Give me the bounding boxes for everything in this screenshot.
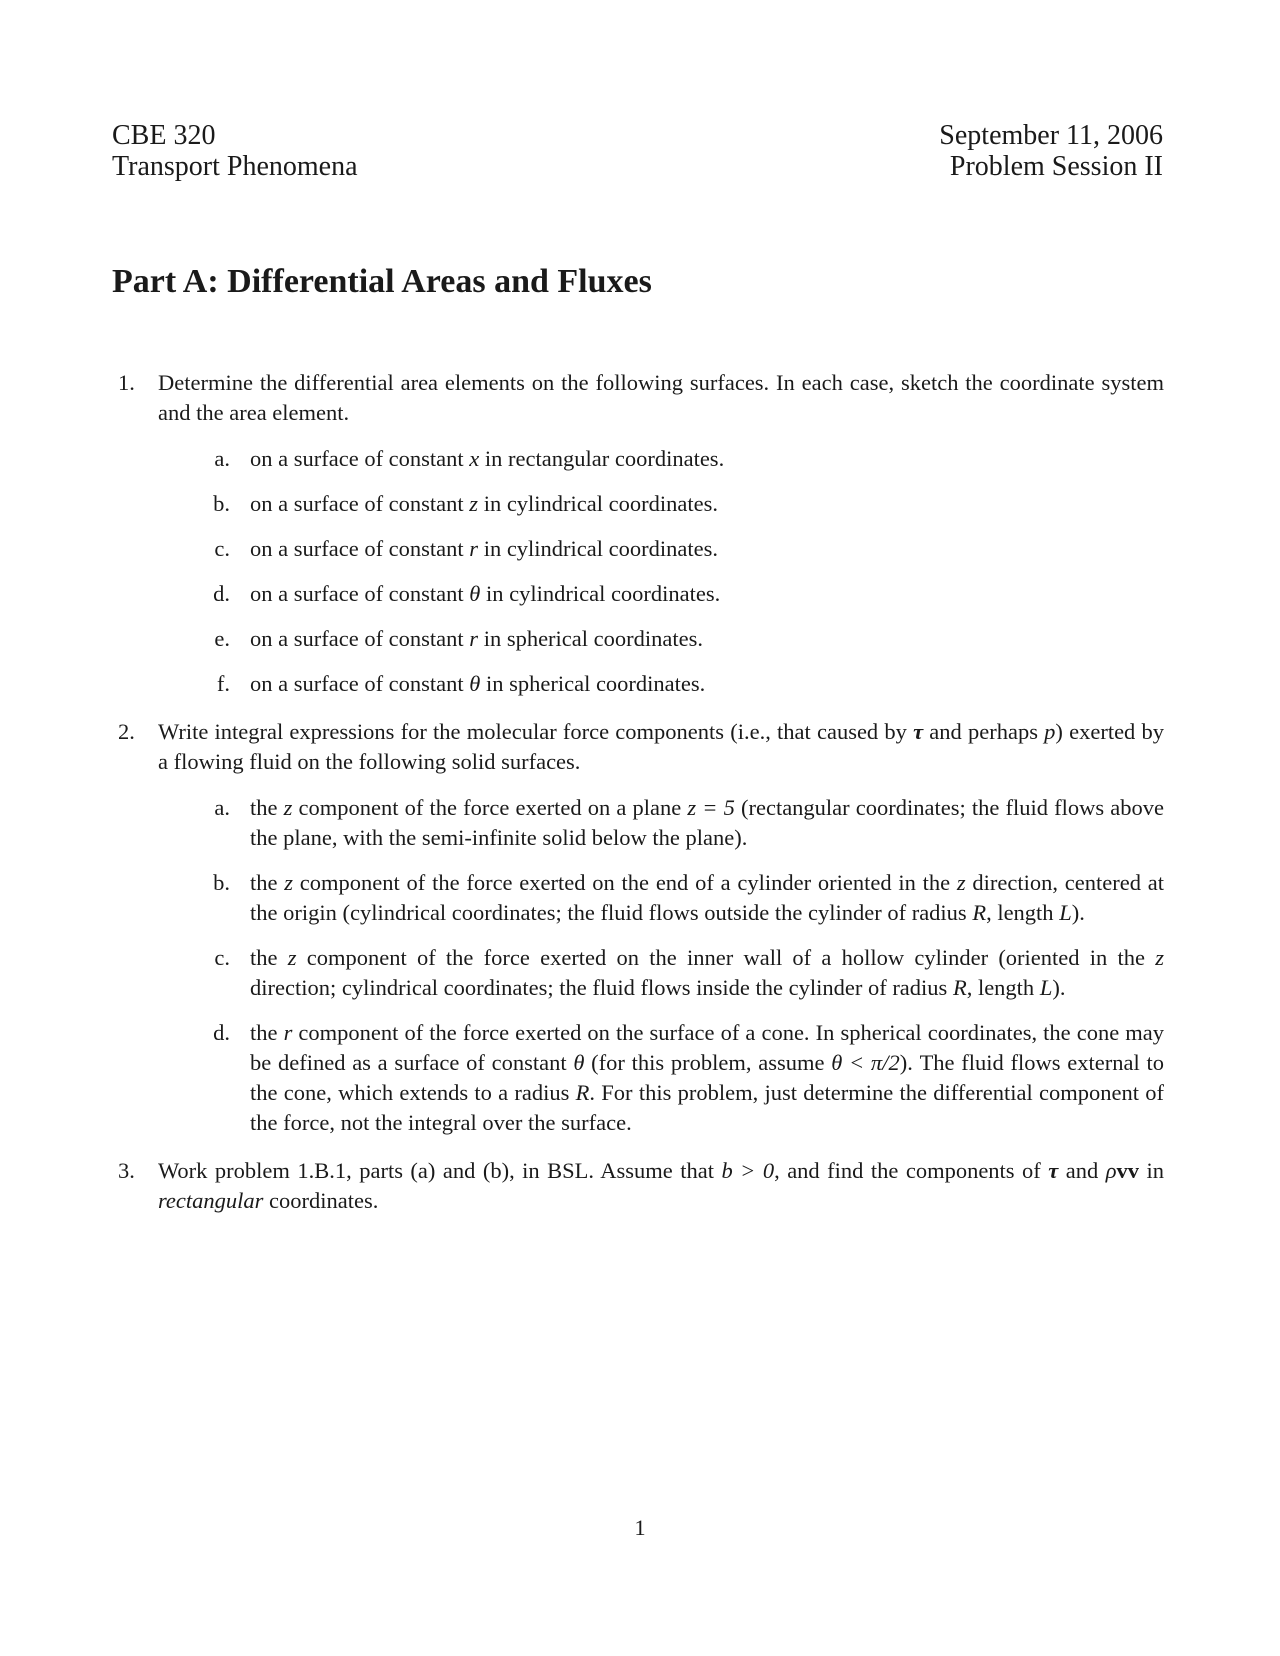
math-symbol: z — [284, 870, 294, 895]
text-run: Write integral expressions for the molecular force components (i.e., that caused by — [158, 719, 914, 744]
sub-text: in rectangular coordinates. — [479, 446, 725, 471]
page-number: 1 — [634, 1515, 646, 1540]
sub-question-1e — [158, 624, 1164, 654]
text-run: (rectangular coordinates; the fluid flows above the plane, with the semi-infinite solid below the plane). — [250, 795, 1164, 850]
text-run: , and find the components of — [774, 1158, 1049, 1183]
text-run: the — [250, 795, 284, 820]
math-symbol: r — [469, 536, 479, 561]
text-run: ) exerted by a flowing fluid on the following solid surfaces. — [158, 719, 1164, 774]
text-run: component of the force exerted on the end of a cylinder oriented in the — [293, 870, 957, 895]
course-code: CBE 320 — [112, 120, 216, 151]
math-symbol: z — [1155, 945, 1164, 970]
math-symbol: p — [1044, 719, 1056, 744]
sub-question-1c — [158, 534, 1164, 564]
sub-text: on a surface of constant — [250, 491, 470, 516]
math-symbol: z — [469, 491, 479, 516]
sub-label: f. — [216, 671, 230, 696]
sub-question-2b — [158, 868, 1164, 928]
rho-symbol: ρ — [1105, 1158, 1117, 1183]
text-run: ). — [1052, 975, 1066, 1000]
sub-label: e. — [214, 626, 230, 651]
session-name: Problem Session II — [949, 151, 1163, 182]
math-symbol: R — [972, 900, 987, 925]
sub-question-2a — [158, 793, 1164, 853]
math-expression: b > 0 — [721, 1158, 775, 1183]
sub-question-list — [158, 444, 1164, 699]
text-run: and — [1058, 1158, 1106, 1183]
text-run: , length — [966, 975, 1040, 1000]
problem-number: 3. — [118, 1158, 135, 1183]
sub-text: in spherical coordinates. — [478, 626, 703, 651]
sub-label: d. — [213, 581, 230, 606]
math-symbol: x — [469, 446, 480, 471]
sub-label: a. — [214, 795, 230, 820]
sub-label: b. — [213, 870, 230, 895]
math-symbol: z — [283, 795, 293, 820]
problem-text: Determine the differential area elements on the following surfaces. In each case, sketch the coordinate system and the area element. — [158, 370, 1164, 425]
math-expression: θ < π/2 — [831, 1050, 900, 1075]
text-run: Work problem 1.B.1, parts (a) and (b), in BSL. Assume that — [158, 1158, 722, 1183]
course-subject: Transport Phenomena — [112, 151, 358, 182]
text-run: component of the force exerted on the surface of a cone. In spherical coordinates, the cone may be defined as a surface of constant — [250, 1020, 1165, 1075]
vv-symbol: vv — [1116, 1158, 1140, 1183]
header-right — [939, 120, 1163, 182]
sub-question-1f — [158, 669, 1164, 699]
text-run: ). The fluid flows external to the cone, which extends to a radius — [250, 1050, 1164, 1105]
sub-label: a. — [214, 446, 230, 471]
text-run: and perhaps — [923, 719, 1045, 744]
problem-3 — [112, 1156, 1164, 1216]
sub-text: on a surface of constant — [250, 581, 470, 606]
math-symbol: L — [1039, 975, 1053, 1000]
text-run: the — [250, 1020, 284, 1045]
text-run: component of the force exerted on a plane — [292, 795, 688, 820]
math-symbol: r — [283, 1020, 293, 1045]
sub-label: b. — [213, 491, 230, 516]
text-run: , length — [986, 900, 1060, 925]
sub-question-2c — [158, 943, 1164, 1003]
text-run: the — [250, 870, 285, 895]
sub-text: in cylindrical coordinates. — [478, 491, 718, 516]
text-run: direction; cylindrical coordinates; the fluid flows inside the cylinder of radius — [250, 975, 953, 1000]
tau-symbol: τ — [913, 719, 924, 744]
sub-label: c. — [214, 536, 230, 561]
tau-symbol: τ — [1048, 1158, 1059, 1183]
sub-question-1a — [158, 444, 1164, 474]
sub-text: on a surface of constant — [250, 671, 470, 696]
sub-text: in cylindrical coordinates. — [480, 581, 721, 606]
sub-text: in cylindrical coordinates. — [478, 536, 718, 561]
text-run: direction, centered at the origin (cylindrical coordinates; the fluid flows outside the cylinder of radius — [250, 870, 1164, 925]
sub-question-2d — [158, 1018, 1164, 1138]
math-symbol: θ — [469, 671, 481, 696]
math-symbol: θ — [469, 581, 481, 606]
problem-1 — [112, 368, 1164, 699]
sub-text: on a surface of constant — [250, 626, 470, 651]
problem-text — [158, 717, 1164, 777]
document-date: September 11, 2006 — [939, 120, 1163, 151]
text-run: ). — [1071, 900, 1085, 925]
problem-number: 1. — [118, 370, 135, 395]
text-run: in — [1139, 1158, 1164, 1183]
math-symbol: θ — [573, 1050, 585, 1075]
text-run: the — [250, 945, 288, 970]
text-run: (for this problem, assume — [584, 1050, 832, 1075]
sub-text: on a surface of constant — [250, 536, 470, 561]
sub-question-1b — [158, 489, 1164, 519]
header-left — [112, 120, 358, 182]
problem-2 — [112, 717, 1164, 1138]
text-run: coordinates. — [263, 1188, 379, 1213]
page-title: Part A: Differential Areas and Fluxes — [112, 263, 652, 300]
sub-label: c. — [214, 945, 230, 970]
problem-text — [158, 1156, 1164, 1216]
text-run: . For this problem, just determine the differential component of the force, not the integral over the surface. — [250, 1080, 1165, 1135]
problem-number: 2. — [118, 719, 135, 744]
emphasis-text: rectangular — [158, 1188, 264, 1213]
math-symbol: R — [575, 1080, 590, 1105]
math-symbol: L — [1059, 900, 1072, 925]
math-symbol: r — [469, 626, 479, 651]
sub-text: on a surface of constant — [250, 446, 470, 471]
math-symbol: z — [287, 945, 297, 970]
sub-question-list — [158, 793, 1164, 1138]
math-expression: z = 5 — [687, 795, 735, 820]
text-run: component of the force exerted on the inner wall of a hollow cylinder (oriented in the — [296, 945, 1156, 970]
problem-list — [112, 368, 1164, 1234]
sub-question-1d — [158, 579, 1164, 609]
sub-label: d. — [213, 1020, 230, 1045]
math-symbol: R — [952, 975, 967, 1000]
math-symbol: z — [956, 870, 966, 895]
sub-text: in spherical coordinates. — [480, 671, 706, 696]
